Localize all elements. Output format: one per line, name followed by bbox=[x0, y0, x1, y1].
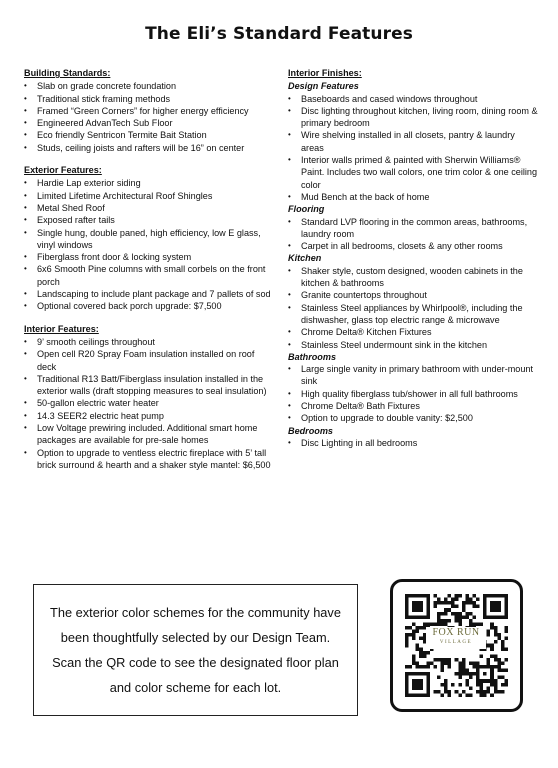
feature-item: • Open cell R20 Spray Foam insulation installed on roof deck bbox=[24, 348, 276, 373]
qr-code-card[interactable] bbox=[390, 579, 523, 712]
feature-item: • 14.3 SEER2 electric heat pump bbox=[24, 410, 276, 422]
page-title: The Eli’s Standard Features bbox=[145, 24, 413, 44]
feature-item: • Optional covered back porch upgrade: $7,500 bbox=[24, 300, 276, 312]
section-heading: Interior Features: bbox=[24, 323, 99, 334]
logo-main-text: FOX RUN bbox=[432, 627, 480, 638]
feature-item: • Chrome Delta® Bath Fixtures bbox=[288, 400, 538, 412]
logo-sub-text: VILLAGE bbox=[439, 640, 473, 645]
finish-subheading: Flooring bbox=[288, 204, 325, 215]
feature-item: • Stainless Steel appliances by Whirlpool®, including the dishwasher, glass top electric range & microwave bbox=[288, 302, 538, 327]
feature-list bbox=[288, 363, 538, 424]
color-scheme-notice bbox=[33, 584, 358, 716]
feature-section bbox=[24, 67, 276, 154]
feature-list bbox=[24, 177, 276, 312]
feature-item: • 9’ smooth ceilings throughout bbox=[24, 336, 276, 348]
feature-list bbox=[24, 336, 276, 471]
feature-item: • Large single vanity in primary bathroom with under-mount sink bbox=[288, 363, 538, 388]
notice-text: The exterior color schemes for the community have been thoughtfully selected by our Design Team. Scan the QR code to see the designated floor plan and color scheme for each lot. bbox=[50, 605, 341, 695]
feature-item: • High quality fiberglass tub/shower in all full bathrooms bbox=[288, 388, 538, 400]
feature-item: • Shaker style, custom designed, wooden cabinets in the kitchen & bathrooms bbox=[288, 265, 538, 290]
feature-item: • Traditional R13 Batt/Fiberglass insulation installed in the exterior walls (draft stopping measures to seal insulation) bbox=[24, 373, 276, 398]
feature-item: • Landscaping to include plant package and 7 pallets of sod bbox=[24, 288, 276, 300]
feature-item: • Single hung, double paned, high efficiency, low E glass, vinyl windows bbox=[24, 227, 276, 252]
feature-item: • Metal Shed Roof bbox=[24, 202, 276, 214]
feature-item: • Hardie Lap exterior siding bbox=[24, 177, 276, 189]
feature-item: • 50-gallon electric water heater bbox=[24, 397, 276, 409]
section-heading: Building Standards: bbox=[24, 68, 111, 78]
feature-item: • Chrome Delta® Kitchen Fixtures bbox=[288, 326, 538, 338]
finish-subheading: Kitchen bbox=[288, 253, 322, 264]
feature-item: • Disc Lighting in all bedrooms bbox=[288, 437, 538, 449]
feature-item: • Stainless Steel undermount sink in the kitchen bbox=[288, 339, 538, 351]
feature-item: • Eco friendly Sentricon Termite Bait Station bbox=[24, 129, 276, 141]
feature-item: • Limited Lifetime Architectural Roof Shingles bbox=[24, 190, 276, 202]
feature-item: • Engineered AdvanTech Sub Floor bbox=[24, 117, 276, 129]
finish-subheading: Bathrooms bbox=[288, 351, 336, 362]
feature-item: • Studs, ceiling joists and rafters will be 16” on center bbox=[24, 142, 276, 154]
finish-subheading: Bedrooms bbox=[288, 425, 333, 436]
feature-item: • Option to upgrade to ventless electric fireplace with 5’ tall brick surround & hearth and a shaker style mantel: $6,500 bbox=[24, 447, 276, 472]
feature-item: • Option to upgrade to double vanity: $2,500 bbox=[288, 412, 538, 424]
feature-item: • Baseboards and cased windows throughout bbox=[288, 93, 538, 105]
feature-item: • Slab on grade concrete foundation bbox=[24, 80, 276, 92]
feature-section bbox=[24, 323, 276, 472]
feature-item: • Low Voltage prewiring included. Additional smart home packages are available for pre-sale homes bbox=[24, 422, 276, 447]
feature-list bbox=[288, 216, 538, 253]
feature-item: • Mud Bench at the back of home bbox=[288, 191, 538, 203]
feature-section bbox=[24, 164, 276, 313]
feature-list bbox=[288, 437, 538, 449]
finish-subheading: Design Features bbox=[288, 81, 359, 92]
feature-item: • Traditional stick framing methods bbox=[24, 93, 276, 105]
feature-list bbox=[288, 93, 538, 204]
feature-item: • Wire shelving installed in all closets, pantry & laundry areas bbox=[288, 129, 538, 154]
fox-run-logo bbox=[426, 627, 486, 649]
feature-item: • Standard LVP flooring in the common areas, bathrooms, laundry room bbox=[288, 216, 538, 241]
feature-list bbox=[24, 80, 276, 154]
right-column bbox=[288, 67, 538, 449]
feature-item: • Exposed rafter tails bbox=[24, 214, 276, 226]
feature-item: • Interior walls primed & painted with Sherwin Williams® Paint. Includes two wall colors, one trim color & one ceiling color bbox=[288, 154, 538, 191]
feature-list bbox=[288, 265, 538, 351]
feature-item: • Granite countertops throughout bbox=[288, 289, 538, 301]
left-column bbox=[24, 67, 276, 481]
interior-finishes-heading: Interior Finishes: bbox=[288, 68, 362, 78]
feature-item: • Framed “Green Corners” for higher energy efficiency bbox=[24, 105, 276, 117]
feature-item: • Disc lighting throughout kitchen, living room, dining room & primary bedroom bbox=[288, 105, 538, 130]
feature-item: • 6x6 Smooth Pine columns with small corbels on the front porch bbox=[24, 263, 276, 288]
section-heading: Exterior Features: bbox=[24, 165, 102, 176]
feature-item: • Fiberglass front door & locking system bbox=[24, 251, 276, 263]
feature-item: • Carpet in all bedrooms, closets & any other rooms bbox=[288, 240, 538, 252]
